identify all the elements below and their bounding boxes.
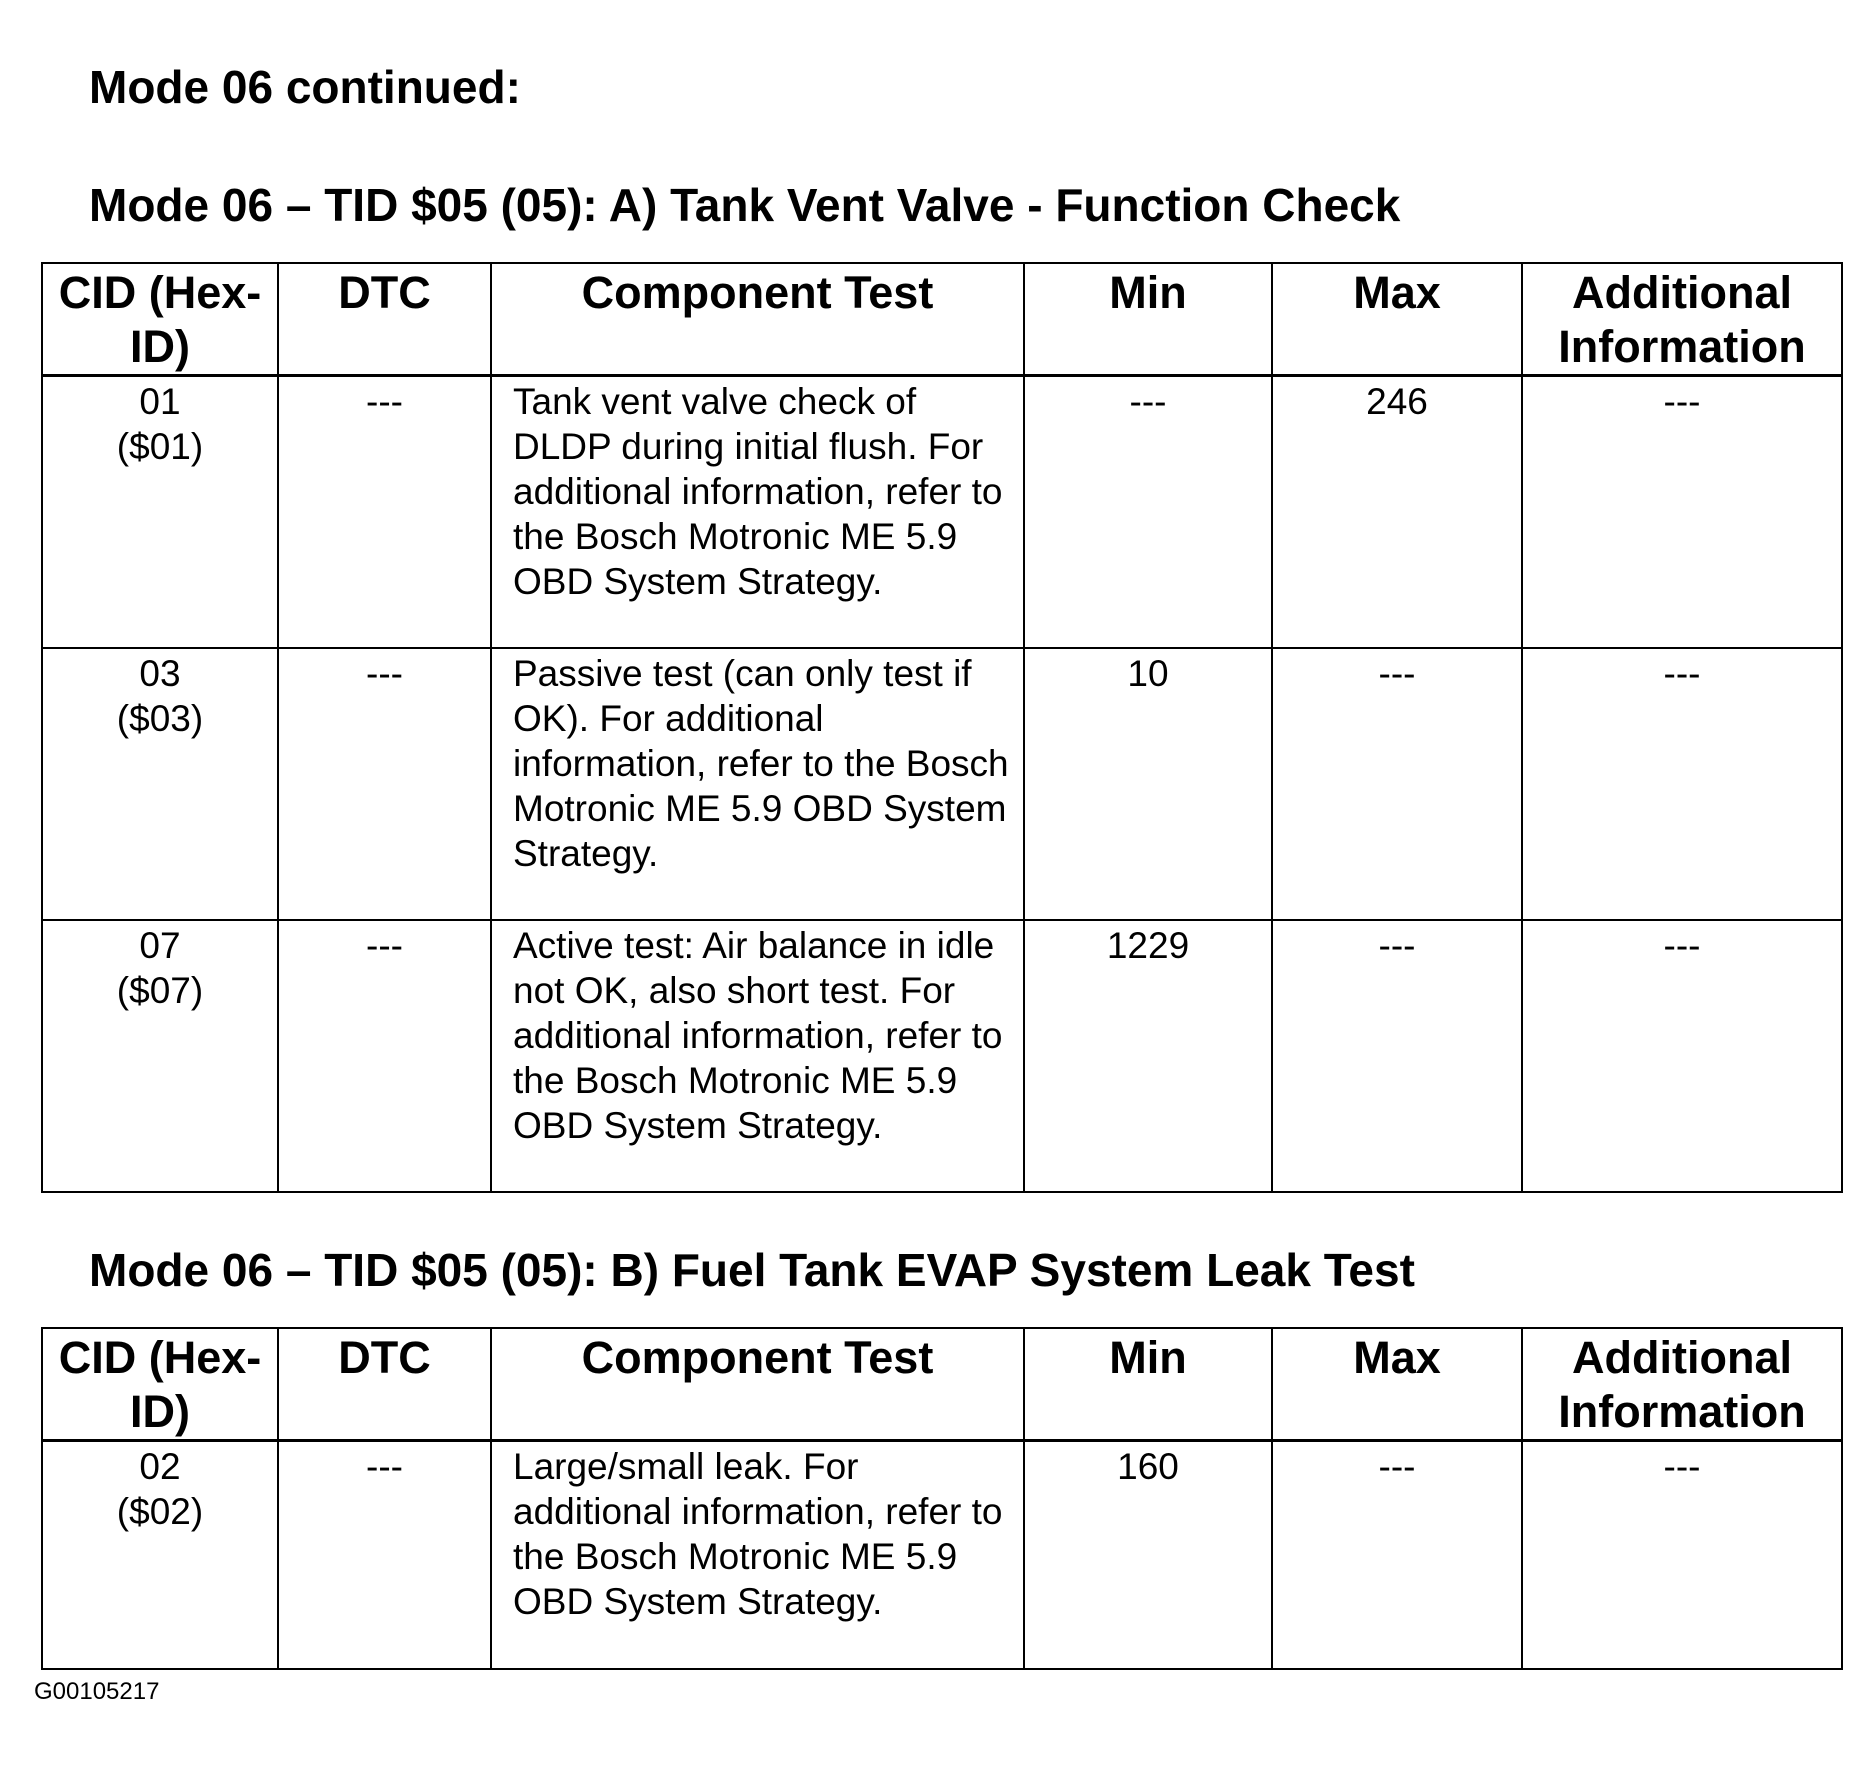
column-header-min: Min — [1024, 263, 1272, 376]
fuel-tank-evap-leak-test-table — [41, 1327, 1843, 1670]
column-header-additional-information: Additional Information — [1522, 1328, 1842, 1441]
column-header-min: Min — [1024, 1328, 1272, 1441]
cell-additional-information: --- — [1522, 376, 1842, 649]
cell-min: 1229 — [1024, 920, 1272, 1192]
cell-cid: 01 ($01) — [42, 376, 278, 649]
column-header-max: Max — [1272, 1328, 1522, 1441]
cell-component-test: Passive test (can only test if OK). For additional information, refer to the Bosch Motronic ME 5.9 OBD System Strategy. — [491, 648, 1024, 920]
column-header-max: Max — [1272, 263, 1522, 376]
column-header-additional-information: Additional Information — [1522, 263, 1842, 376]
cell-cid: 02 ($02) — [42, 1441, 278, 1670]
table-row — [42, 376, 1842, 649]
cell-component-test: Tank vent valve check of DLDP during initial flush. For additional information, refer to the Bosch Motronic ME 5.9 OBD System Strategy. — [491, 376, 1024, 649]
tank-vent-valve-table — [41, 262, 1843, 1193]
cell-max: --- — [1272, 920, 1522, 1192]
section-title-fuel-tank-evap-leak-test: Mode 06 – TID $05 (05): B) Fuel Tank EVAP System Leak Test — [89, 1244, 1415, 1296]
cell-max: --- — [1272, 1441, 1522, 1670]
section-title-tank-vent-valve: Mode 06 – TID $05 (05): A) Tank Vent Valve - Function Check — [89, 179, 1401, 231]
table-header-row — [42, 263, 1842, 376]
column-header-cid: CID (Hex-ID) — [42, 1328, 278, 1441]
page-heading: Mode 06 continued: — [89, 61, 521, 113]
table-row — [42, 1441, 1842, 1670]
cell-cid: 07 ($07) — [42, 920, 278, 1192]
cell-min: 10 — [1024, 648, 1272, 920]
cell-dtc: --- — [278, 1441, 491, 1670]
column-header-component-test: Component Test — [491, 263, 1024, 376]
column-header-component-test: Component Test — [491, 1328, 1024, 1441]
cell-dtc: --- — [278, 920, 491, 1192]
column-header-dtc: DTC — [278, 263, 491, 376]
cell-additional-information: --- — [1522, 648, 1842, 920]
cell-max: --- — [1272, 648, 1522, 920]
cell-dtc: --- — [278, 648, 491, 920]
column-header-dtc: DTC — [278, 1328, 491, 1441]
cell-component-test: Large/small leak. For additional information, refer to the Bosch Motronic ME 5.9 OBD System Strategy. — [491, 1441, 1024, 1670]
cell-max: 246 — [1272, 376, 1522, 649]
cell-component-test: Active test: Air balance in idle not OK, also short test. For additional information, refer to the Bosch Motronic ME 5.9 OBD System Strategy. — [491, 920, 1024, 1192]
cell-min: 160 — [1024, 1441, 1272, 1670]
cell-dtc: --- — [278, 376, 491, 649]
cell-min: --- — [1024, 376, 1272, 649]
table-row — [42, 648, 1842, 920]
figure-reference-code: G00105217 — [34, 1678, 160, 1705]
cell-additional-information: --- — [1522, 1441, 1842, 1670]
cell-cid: 03 ($03) — [42, 648, 278, 920]
cell-additional-information: --- — [1522, 920, 1842, 1192]
table-row — [42, 920, 1842, 1192]
column-header-cid: CID (Hex-ID) — [42, 263, 278, 376]
table-header-row — [42, 1328, 1842, 1441]
